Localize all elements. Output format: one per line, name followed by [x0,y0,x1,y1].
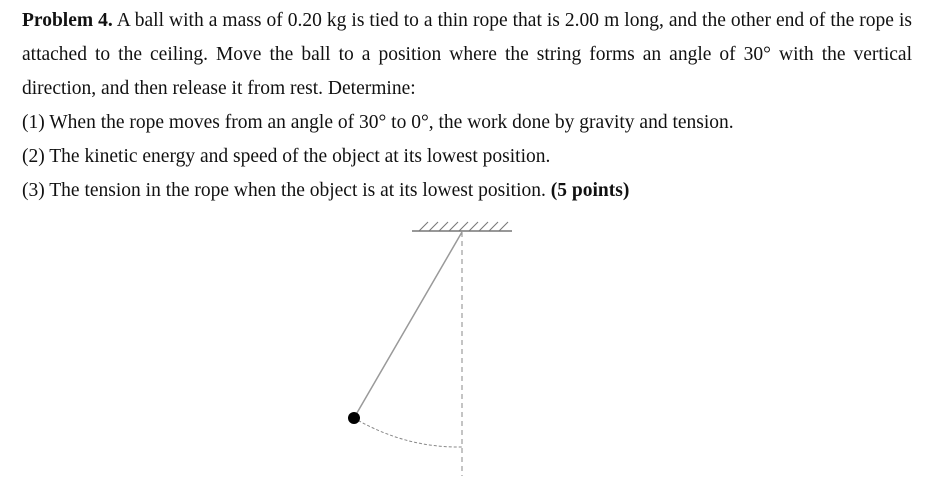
question-1: (1) When the rope moves from an angle of 30° to 0°, the work done by gravity and tension. [22,112,734,133]
ceiling-hatching [419,222,508,231]
problem-body: A ball with a mass of 0.20 kg is tied to a thin rope that is 2.00 m long, and the other end of the rope is attached to the ceiling. Move the ball to a position where the string forms an angle of 30° with the vertical direction, and then release it from rest. Determine: [22,10,912,99]
problem-label: Problem 4. [22,10,113,31]
rope [354,232,462,418]
question-2: (2) The kinetic energy and speed of the object at its lowest position. [22,146,551,167]
ball [348,412,360,424]
ceiling [412,222,512,231]
points-label: (5 points) [550,180,630,201]
question-3-text: (3) The tension in the rope when the object is at its lowest position. [22,180,546,201]
swing-arc [354,418,462,447]
